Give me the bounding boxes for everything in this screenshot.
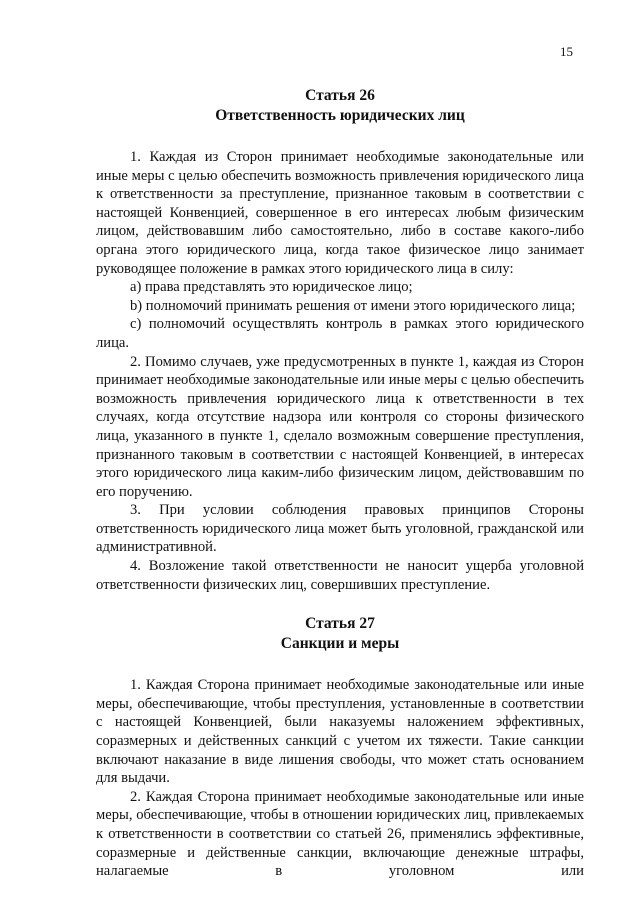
- paragraph: 2. Помимо случаев, уже предусмотренных в пункте 1, каждая из Сторон принимает необходимые законодательные или иные меры с целью обеспечить возможность привлечения юридического лица к ответственности в тех случаях, когда отсутствие надзора или контроля со стороны физического лица, указанного в пункте 1, сделало возможным совершение преступления, признанного таковым в соответствии с настоящей Конвенцией, в интересах этого юридического лица каким-либо физическим лицом, действовавшим по его поручению.: [96, 353, 584, 500]
- paragraph: 2. Каждая Сторона принимает необходимые законодательные или иные меры, обеспечивающие, чтобы в отношении юридических лиц, привлекаемых к ответственности в соответствии со статьей 26, применялись эффективные, соразмерные и действенные санкции, включающие денежные штрафы, налагаемые в уголовном или: [96, 788, 584, 880]
- paragraph: 4. Возложение такой ответственности не наносит ущерба уголовной ответственности физических лиц, совершивших преступление.: [96, 558, 584, 593]
- article-26: [96, 86, 584, 594]
- article-27: [96, 614, 584, 881]
- article-title: Ответственность юридических лиц: [215, 107, 465, 124]
- article-header: [96, 86, 584, 126]
- article-heading: Статья 27: [305, 615, 375, 633]
- document-body: [96, 80, 584, 881]
- article-heading: Статья 26: [305, 87, 375, 104]
- paragraph: 1. Каждая Сторона принимает необходимые законодательные или иные меры, обеспечивающие, чтобы преступления, установленные в соответствии с настоящей Конвенцией, были наказуемы наложением эффективных, соразмерных и действенных санкций с учетом их тяжести. Такие санкции включают наказание в виде лишения свободы, что может стать основанием для выдачи.: [96, 677, 584, 787]
- page-number: 15: [560, 44, 573, 59]
- article-title: Санкции и меры: [280, 635, 400, 653]
- paragraph: 1. Каждая из Сторон принимает необходимые законодательные или иные меры с целью обеспечить возможность привлечения юридического лица к ответственности за преступление, признанное таковым в соответствии с настоящей Конвенцией, совершенное в его интересах любым физическим лицом, действовавшим либо самостоятельно, либо в составе какого-либо органа этого юридического лица, когда такое физическое лицо занимает руководящее положение в рамках этого юридического лица в силу:: [96, 149, 584, 277]
- article-header: [96, 614, 584, 654]
- paragraph: 3. При условии соблюдения правовых принципов Стороны ответственность юридического лица может быть уголовной, гражданской или административной.: [96, 502, 584, 556]
- paragraph: c) полномочий осуществлять контроль в рамках этого юридического лица.: [96, 316, 584, 351]
- paragraph: a) права представлять это юридическое лицо;: [130, 279, 413, 296]
- paragraph: b) полномочий принимать решения от имени этого юридического лица;: [130, 297, 576, 314]
